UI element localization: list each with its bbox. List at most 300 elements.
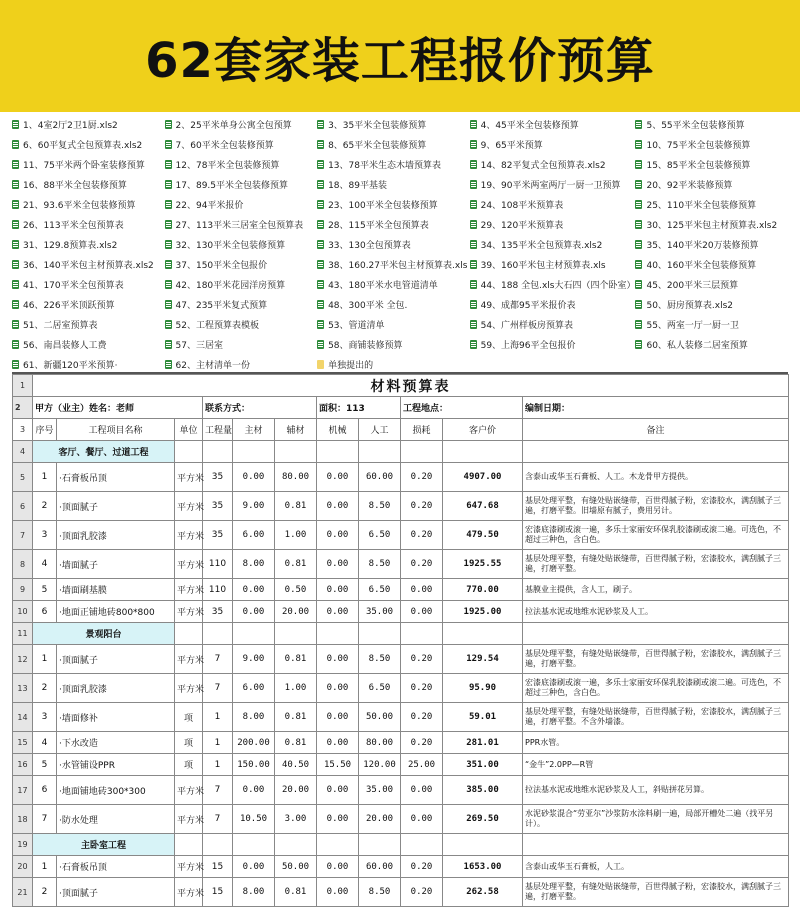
file-name: 8、65平米全包装修预算 bbox=[328, 140, 427, 151]
spreadsheet-file-icon bbox=[165, 160, 172, 169]
spreadsheet-file-icon bbox=[635, 140, 642, 149]
row-number: 18 bbox=[13, 805, 33, 834]
spreadsheet-file-icon bbox=[635, 200, 642, 209]
cell-main: 0.00 bbox=[233, 463, 275, 492]
spreadsheet-file-icon bbox=[635, 300, 642, 309]
file-item[interactable] bbox=[317, 194, 470, 214]
file-name: 40、160平米全包装修预算 bbox=[646, 260, 757, 271]
cell-price: 262.58 bbox=[443, 878, 523, 907]
cell-aux: 0.81 bbox=[275, 732, 317, 754]
cell-main: 10.50 bbox=[233, 805, 275, 834]
file-item[interactable] bbox=[12, 134, 165, 154]
spreadsheet-file-icon bbox=[317, 300, 324, 309]
cell-item: ·顶面乳胶漆 bbox=[57, 521, 175, 550]
file-item[interactable] bbox=[470, 134, 636, 154]
cell-item: ·石膏板吊顶 bbox=[57, 463, 175, 492]
cell-qty: 110 bbox=[203, 579, 233, 601]
file-item[interactable] bbox=[12, 234, 165, 254]
cell-price: 647.68 bbox=[443, 492, 523, 521]
spreadsheet-file-icon bbox=[165, 280, 172, 289]
column-header: 机械 bbox=[317, 419, 359, 441]
cell-unit: 项 bbox=[175, 754, 203, 776]
file-item[interactable] bbox=[317, 334, 470, 354]
cell-item: ·水管铺设PPR bbox=[57, 754, 175, 776]
cell-qty: 7 bbox=[203, 805, 233, 834]
file-name: 3、35平米全包装修预算 bbox=[328, 120, 427, 131]
table-row bbox=[13, 375, 789, 397]
file-item[interactable] bbox=[12, 294, 165, 314]
empty-cell bbox=[203, 623, 233, 645]
file-name: 10、75平米全包装修预算 bbox=[646, 140, 751, 151]
file-item[interactable] bbox=[12, 314, 165, 334]
cell-loss: 0.20 bbox=[401, 492, 443, 521]
file-name: 48、300平米 全包. bbox=[328, 300, 408, 311]
empty-cell bbox=[317, 834, 359, 856]
file-item[interactable] bbox=[165, 294, 318, 314]
file-item[interactable] bbox=[635, 274, 788, 294]
date-info: 编制日期： bbox=[523, 397, 789, 419]
empty-cell bbox=[275, 623, 317, 645]
file-name: 11、75平米两个卧室装修预算 bbox=[23, 160, 145, 171]
file-item[interactable] bbox=[12, 154, 165, 174]
file-item[interactable] bbox=[635, 154, 788, 174]
file-item[interactable] bbox=[470, 154, 636, 174]
file-item[interactable] bbox=[470, 194, 636, 214]
cell-loss: 0.00 bbox=[401, 776, 443, 805]
cell-aux: 1.00 bbox=[275, 674, 317, 703]
file-name: 14、82平复式全包预算表.xls2 bbox=[480, 160, 606, 171]
spreadsheet-file-icon bbox=[165, 260, 172, 269]
file-item[interactable] bbox=[635, 294, 788, 314]
file-item[interactable] bbox=[635, 114, 788, 134]
file-item[interactable] bbox=[470, 254, 636, 274]
spreadsheet-file-icon bbox=[12, 280, 19, 289]
file-name: 4、45平米全包装修预算 bbox=[480, 120, 579, 131]
empty-cell bbox=[359, 441, 401, 463]
spreadsheet-file-icon bbox=[470, 280, 477, 289]
cell-qty: 7 bbox=[203, 674, 233, 703]
file-name: 58、商铺装修预算 bbox=[328, 340, 403, 351]
file-item[interactable] bbox=[470, 294, 636, 314]
cell-labor: 120.00 bbox=[359, 754, 401, 776]
cell-unit: 平方米 bbox=[175, 550, 203, 579]
empty-cell bbox=[401, 441, 443, 463]
cell-unit: 平方米 bbox=[175, 878, 203, 907]
file-name: 15、85平米全包装修预算 bbox=[646, 160, 751, 171]
empty-cell bbox=[443, 623, 523, 645]
cell-main: 0.00 bbox=[233, 776, 275, 805]
cell-price: 269.50 bbox=[443, 805, 523, 834]
cell-qty: 7 bbox=[203, 776, 233, 805]
file-item[interactable] bbox=[317, 154, 470, 174]
cell-main: 6.00 bbox=[233, 674, 275, 703]
cell-main: 8.00 bbox=[233, 703, 275, 732]
table-row bbox=[13, 674, 789, 703]
file-name: 41、170平米全包预算表 bbox=[23, 280, 124, 291]
file-item[interactable] bbox=[165, 174, 318, 194]
cell-note: 含泰山或华玉石膏板，人工。 bbox=[523, 856, 789, 878]
spreadsheet-file-icon bbox=[635, 160, 642, 169]
file-item[interactable] bbox=[470, 314, 636, 334]
cell-aux: 40.50 bbox=[275, 754, 317, 776]
cell-loss: 0.20 bbox=[401, 550, 443, 579]
cell-price: 59.01 bbox=[443, 703, 523, 732]
file-name: 54、广州样板房预算表 bbox=[480, 320, 574, 331]
cell-item: ·顶面腻子 bbox=[57, 878, 175, 907]
cell-note: 拉法基水泥或地维水泥砂浆及人工。 bbox=[523, 601, 789, 623]
file-item[interactable] bbox=[470, 274, 636, 294]
cell-mech: 0.00 bbox=[317, 463, 359, 492]
cell-qty: 35 bbox=[203, 521, 233, 550]
cell-loss: 0.20 bbox=[401, 645, 443, 674]
file-item[interactable] bbox=[317, 354, 470, 374]
table-row bbox=[13, 492, 789, 521]
column-header: 工程量 bbox=[203, 419, 233, 441]
row-number: 3 bbox=[13, 419, 33, 441]
table-row bbox=[13, 754, 789, 776]
spreadsheet-file-icon bbox=[165, 240, 172, 249]
file-item[interactable] bbox=[635, 214, 788, 234]
spreadsheet-file-icon bbox=[317, 200, 324, 209]
file-name: 19、90平米两室两厅一厨一卫预算 bbox=[480, 180, 621, 191]
cell-price: 1925.00 bbox=[443, 601, 523, 623]
location-info: 工程地点： bbox=[401, 397, 523, 419]
file-name: 29、120平米预算表 bbox=[480, 220, 564, 231]
spreadsheet-file-icon bbox=[12, 300, 19, 309]
file-item[interactable] bbox=[165, 154, 318, 174]
row-number: 19 bbox=[13, 834, 33, 856]
cell-aux: 0.81 bbox=[275, 878, 317, 907]
file-item[interactable] bbox=[165, 134, 318, 154]
cell-mech: 0.00 bbox=[317, 550, 359, 579]
cell-note: PPR水管。 bbox=[523, 732, 789, 754]
empty-cell bbox=[401, 834, 443, 856]
column-header: 客户价 bbox=[443, 419, 523, 441]
file-item[interactable] bbox=[317, 274, 470, 294]
spreadsheet-file-icon bbox=[165, 120, 172, 129]
cell-mech: 0.00 bbox=[317, 674, 359, 703]
spreadsheet-file-icon bbox=[165, 300, 172, 309]
cell-note: 基层处理平整，有缝处贴嵌缝带，百世得腻子粉，宏漆胶水，满刮腻子三遍，打磨平整。 bbox=[523, 878, 789, 907]
cell-main: 8.00 bbox=[233, 878, 275, 907]
file-item[interactable] bbox=[165, 114, 318, 134]
file-item[interactable] bbox=[635, 234, 788, 254]
cell-unit: 项 bbox=[175, 732, 203, 754]
column-header: 备注 bbox=[523, 419, 789, 441]
cell-mech: 0.00 bbox=[317, 645, 359, 674]
file-item[interactable] bbox=[635, 174, 788, 194]
cell-note: 基层处理平整，有缝处贴嵌缝带，百世得腻子粉，宏漆胶水，满刮腻子三遍，打磨平整。 bbox=[523, 645, 789, 674]
file-item[interactable] bbox=[165, 274, 318, 294]
spreadsheet-file-icon bbox=[165, 140, 172, 149]
cell-unit: 项 bbox=[175, 703, 203, 732]
spreadsheet-file-icon bbox=[165, 200, 172, 209]
file-name: 25、110平米全包装修预算 bbox=[646, 200, 757, 211]
spreadsheet-file-icon bbox=[635, 280, 642, 289]
file-name: 13、78平米生态木墙预算表 bbox=[328, 160, 441, 171]
cell-item: ·地面铺地砖300*300 bbox=[57, 776, 175, 805]
empty-cell bbox=[317, 623, 359, 645]
file-item[interactable] bbox=[165, 234, 318, 254]
cell-no: 4 bbox=[33, 732, 57, 754]
file-name: 5、55平米全包装修预算 bbox=[646, 120, 745, 131]
file-name: 44、188 全包.xls大石四（四个卧室） bbox=[480, 280, 636, 291]
row-number: 10 bbox=[13, 601, 33, 623]
table-row bbox=[13, 521, 789, 550]
cell-loss: 0.20 bbox=[401, 521, 443, 550]
file-name: 43、180平米水电管道清单 bbox=[328, 280, 438, 291]
cell-price: 129.54 bbox=[443, 645, 523, 674]
cell-mech: 0.00 bbox=[317, 492, 359, 521]
file-item[interactable] bbox=[635, 334, 788, 354]
row-number: 9 bbox=[13, 579, 33, 601]
column-header: 辅材 bbox=[275, 419, 317, 441]
cell-no: 1 bbox=[33, 856, 57, 878]
file-item[interactable] bbox=[12, 114, 165, 134]
cell-no: 1 bbox=[33, 463, 57, 492]
cell-labor: 35.00 bbox=[359, 601, 401, 623]
spreadsheet bbox=[12, 372, 788, 901]
file-item[interactable] bbox=[635, 134, 788, 154]
file-item[interactable] bbox=[12, 194, 165, 214]
cell-main: 6.00 bbox=[233, 521, 275, 550]
cell-unit: 平方米 bbox=[175, 601, 203, 623]
file-item[interactable] bbox=[12, 254, 165, 274]
cell-loss: 0.20 bbox=[401, 856, 443, 878]
cell-main: 0.00 bbox=[233, 856, 275, 878]
spreadsheet-file-icon bbox=[12, 320, 19, 329]
file-item[interactable] bbox=[12, 274, 165, 294]
cell-qty: 1 bbox=[203, 732, 233, 754]
table-row bbox=[13, 463, 789, 492]
empty-cell bbox=[317, 441, 359, 463]
file-list bbox=[12, 114, 788, 370]
file-item[interactable] bbox=[470, 214, 636, 234]
table-row bbox=[13, 579, 789, 601]
cell-note: 基膜业主提供，含人工，刷子。 bbox=[523, 579, 789, 601]
cell-note: 基层处理平整，有缝处贴嵌缝带，百世得腻子粉，宏漆胶水，满刮腻子三遍，打磨平整。不含外墙漆。 bbox=[523, 703, 789, 732]
folder-icon bbox=[317, 360, 324, 369]
spreadsheet-file-icon bbox=[470, 140, 477, 149]
cell-item: ·石膏板吊顶 bbox=[57, 856, 175, 878]
cell-labor: 20.00 bbox=[359, 805, 401, 834]
table-row bbox=[13, 856, 789, 878]
cell-aux: 0.50 bbox=[275, 579, 317, 601]
file-item[interactable] bbox=[165, 314, 318, 334]
file-item[interactable] bbox=[635, 194, 788, 214]
cell-labor: 8.50 bbox=[359, 550, 401, 579]
spreadsheet-file-icon bbox=[635, 340, 642, 349]
file-item[interactable] bbox=[165, 354, 318, 374]
section-name: 客厅、餐厅、过道工程 bbox=[33, 441, 175, 463]
file-item[interactable] bbox=[635, 314, 788, 334]
cell-item: ·墙面腻子 bbox=[57, 550, 175, 579]
cell-price: 1653.00 bbox=[443, 856, 523, 878]
spreadsheet-file-icon bbox=[317, 220, 324, 229]
cell-price: 385.00 bbox=[443, 776, 523, 805]
cell-note: 宏漆底漆刷或滚一遍，多乐士家丽安环保乳胶漆刷或滚二遍。可选色，不超过三种色，含白色。 bbox=[523, 674, 789, 703]
cell-note: 基层处理平整，有缝处贴嵌缝带，百世得腻子粉，宏漆胶水，满刮腻子三遍，打磨平整。旧墙原有腻子，费用另计。 bbox=[523, 492, 789, 521]
cell-unit: 平方米 bbox=[175, 463, 203, 492]
spreadsheet-file-icon bbox=[470, 300, 477, 309]
cell-aux: 0.81 bbox=[275, 550, 317, 579]
empty-cell bbox=[359, 834, 401, 856]
cell-labor: 8.50 bbox=[359, 878, 401, 907]
file-item[interactable] bbox=[317, 314, 470, 334]
cell-unit: 平方米 bbox=[175, 776, 203, 805]
cell-unit: 平方米 bbox=[175, 521, 203, 550]
spreadsheet-file-icon bbox=[12, 220, 19, 229]
cell-labor: 6.50 bbox=[359, 674, 401, 703]
spreadsheet-file-icon bbox=[470, 260, 477, 269]
cell-main: 9.00 bbox=[233, 645, 275, 674]
spreadsheet-file-icon bbox=[635, 120, 642, 129]
file-item[interactable] bbox=[165, 254, 318, 274]
cell-unit: 平方米 bbox=[175, 645, 203, 674]
sheet-title: 材料预算表 bbox=[33, 375, 789, 397]
file-item[interactable] bbox=[165, 334, 318, 354]
cell-unit: 平方米 bbox=[175, 674, 203, 703]
cell-labor: 35.00 bbox=[359, 776, 401, 805]
table-row bbox=[13, 623, 789, 645]
spreadsheet-file-icon bbox=[12, 360, 19, 369]
spreadsheet-file-icon bbox=[12, 140, 19, 149]
file-item[interactable] bbox=[165, 214, 318, 234]
cell-note: 宏漆底漆刷或滚一遍，多乐士家丽安环保乳胶漆刷或滚二遍。可选色，不超过三种色，含白色。 bbox=[523, 521, 789, 550]
file-item[interactable] bbox=[635, 254, 788, 274]
cell-note: “金牛”2.0PP—R管 bbox=[523, 754, 789, 776]
cell-qty: 35 bbox=[203, 492, 233, 521]
file-name: 22、94平米报价 bbox=[175, 200, 244, 211]
empty-cell bbox=[523, 623, 789, 645]
file-name: 31、129.8预算表.xls2 bbox=[23, 240, 118, 251]
file-name: 17、89.5平米全包装修预算 bbox=[175, 180, 289, 191]
cell-item: ·墙面修补 bbox=[57, 703, 175, 732]
cell-price: 1925.55 bbox=[443, 550, 523, 579]
file-name: 26、113平米全包预算表 bbox=[23, 220, 124, 231]
spreadsheet-file-icon bbox=[12, 340, 19, 349]
cell-qty: 110 bbox=[203, 550, 233, 579]
cell-item: ·顶面腻子 bbox=[57, 645, 175, 674]
cell-main: 150.00 bbox=[233, 754, 275, 776]
spreadsheet-file-icon bbox=[470, 200, 477, 209]
spreadsheet-file-icon bbox=[317, 120, 324, 129]
file-item[interactable] bbox=[12, 174, 165, 194]
cell-main: 0.00 bbox=[233, 579, 275, 601]
cell-qty: 15 bbox=[203, 878, 233, 907]
cell-labor: 50.00 bbox=[359, 703, 401, 732]
cell-item: ·防水处理 bbox=[57, 805, 175, 834]
file-item[interactable] bbox=[317, 254, 470, 274]
empty-cell bbox=[523, 834, 789, 856]
row-number: 16 bbox=[13, 754, 33, 776]
file-item[interactable] bbox=[317, 294, 470, 314]
file-item[interactable] bbox=[12, 334, 165, 354]
cell-mech: 0.00 bbox=[317, 732, 359, 754]
empty-cell bbox=[175, 623, 203, 645]
cell-price: 281.01 bbox=[443, 732, 523, 754]
spreadsheet-file-icon bbox=[635, 180, 642, 189]
budget-table bbox=[12, 374, 789, 907]
cell-price: 770.00 bbox=[443, 579, 523, 601]
cell-no: 3 bbox=[33, 703, 57, 732]
spreadsheet-file-icon bbox=[635, 320, 642, 329]
row-number: 2 bbox=[13, 397, 33, 419]
spreadsheet-file-icon bbox=[317, 180, 324, 189]
table-row bbox=[13, 645, 789, 674]
cell-loss: 0.20 bbox=[401, 463, 443, 492]
cell-no: 6 bbox=[33, 776, 57, 805]
table-row bbox=[13, 419, 789, 441]
file-item[interactable] bbox=[317, 214, 470, 234]
spreadsheet-file-icon bbox=[12, 180, 19, 189]
cell-qty: 1 bbox=[203, 754, 233, 776]
cell-labor: 6.50 bbox=[359, 521, 401, 550]
file-item[interactable] bbox=[470, 334, 636, 354]
cell-aux: 0.81 bbox=[275, 645, 317, 674]
banner-title: 62套家装工程报价预算 bbox=[145, 32, 655, 89]
cell-price: 4907.00 bbox=[443, 463, 523, 492]
cell-note: 含泰山或华玉石膏板、人工。木龙骨甲方提供。 bbox=[523, 463, 789, 492]
file-item[interactable] bbox=[317, 174, 470, 194]
file-name: 60、私人装修二居室预算 bbox=[646, 340, 748, 351]
cell-qty: 7 bbox=[203, 645, 233, 674]
cell-qty: 15 bbox=[203, 856, 233, 878]
file-item[interactable] bbox=[12, 214, 165, 234]
file-name: 18、89平基装 bbox=[328, 180, 387, 191]
file-item[interactable] bbox=[165, 194, 318, 214]
cell-labor: 8.50 bbox=[359, 645, 401, 674]
cell-unit: 平方米 bbox=[175, 492, 203, 521]
file-name: 57、三居室 bbox=[175, 340, 223, 351]
cell-mech: 0.00 bbox=[317, 878, 359, 907]
cell-item: ·顶面乳胶漆 bbox=[57, 674, 175, 703]
file-item[interactable] bbox=[470, 174, 636, 194]
row-number: 14 bbox=[13, 703, 33, 732]
file-name: 47、235平米复式预算 bbox=[175, 300, 268, 311]
column-header: 序号 bbox=[33, 419, 57, 441]
file-name: 6、60平复式全包预算表.xls2 bbox=[23, 140, 143, 151]
cell-no: 1 bbox=[33, 645, 57, 674]
file-name: 36、140平米包主材预算表.xls2 bbox=[23, 260, 154, 271]
table-row bbox=[13, 441, 789, 463]
cell-main: 0.00 bbox=[233, 601, 275, 623]
spreadsheet-file-icon bbox=[317, 260, 324, 269]
file-item[interactable] bbox=[317, 114, 470, 134]
empty-cell bbox=[175, 441, 203, 463]
file-item[interactable] bbox=[470, 114, 636, 134]
cell-no: 5 bbox=[33, 754, 57, 776]
cell-loss: 0.20 bbox=[401, 732, 443, 754]
file-name: 55、两室一厅一厨一卫 bbox=[646, 320, 739, 331]
empty-cell bbox=[275, 834, 317, 856]
file-name: 7、60平米全包装修预算 bbox=[175, 140, 274, 151]
section-name: 主卧室工程 bbox=[33, 834, 175, 856]
table-row bbox=[13, 601, 789, 623]
file-name: 27、113平米三居室全包预算表 bbox=[175, 220, 304, 231]
cell-labor: 60.00 bbox=[359, 463, 401, 492]
file-item[interactable] bbox=[12, 354, 165, 374]
area-info: 面积：113 bbox=[317, 397, 401, 419]
file-name: 21、93.6平米全包装修预算 bbox=[23, 200, 136, 211]
row-number: 20 bbox=[13, 856, 33, 878]
spreadsheet-file-icon bbox=[165, 340, 172, 349]
file-item[interactable] bbox=[317, 134, 470, 154]
file-item[interactable] bbox=[317, 234, 470, 254]
file-item[interactable] bbox=[470, 234, 636, 254]
column-header: 工程项目名称 bbox=[57, 419, 175, 441]
cell-item: ·下水改造 bbox=[57, 732, 175, 754]
